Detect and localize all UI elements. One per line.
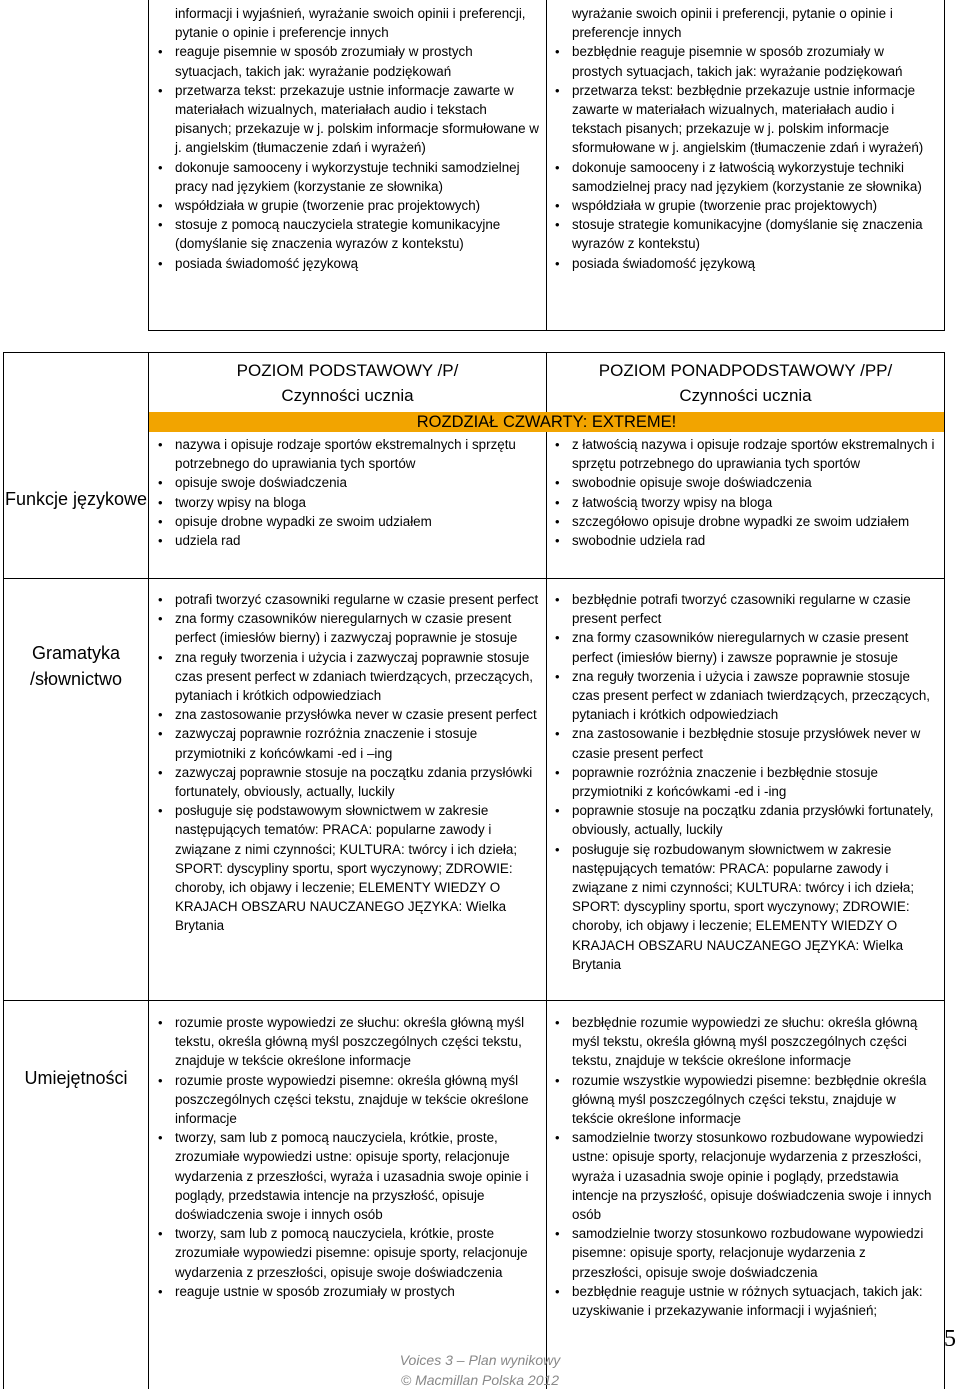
list-item: • opisuje swoje doświadczenia [155,473,541,492]
list-item: • zna zastosowanie i bezbłędnie stosuje przysłówek never w czasie present perfect [552,724,937,762]
list-item: • poprawnie rozróżnia znaczenie i bezbłędnie stosuje przymiotniki z końcówkami -ed i -ing [552,763,937,801]
list-item: • stosuje strategie komunikacyjne (domyślanie się znaczenia wyrazów z kontekstu) [552,215,937,253]
list-item: • stosuje z pomocą nauczyciela strategie komunikacyjne (domyślanie się znaczenia wyrazów z kontekstu) [155,215,541,253]
grammar-basic-list [155,590,541,936]
list-item: • potrafi tworzyć czasowniki regularne w czasie present perfect [155,590,541,609]
list-item: • opisuje drobne wypadki ze swoim udziałem [155,512,541,531]
grammar-advanced-cell [552,590,937,974]
advanced-level-title: POZIOM PONADPODSTAWOWY /PP/ [598,361,893,380]
list-item: • dokonuje samooceny i z łatwością wykorzystuje techniki samodzielnej pracy nad językiem (korzystanie ze słownika) [552,158,937,196]
list-item: • rozumie proste wypowiedzi pisemne: określa główną myśl poszczególnych części tekstu, znajduje w tekście określone informacje [155,1071,541,1129]
row-label-functions: Funkcje językowe [4,489,148,509]
list-item: • posiada świadomość językową [155,254,541,273]
basic-level-subtitle: Czynności ucznia [281,386,414,405]
list-item: • tworzy, sam lub z pomocą nauczyciela, krótkie, proste, zrozumiałe wypowiedzi ustne: opisuje sporty, relacjonuje wydarzenia z przeszłości, wyraża i uzasadnia swoje opinie i poglądy, przedstawia intencje na przyszłość, opisuje doświadczenia swoje i innych osób [155,1128,541,1224]
list-item: • nazywa i opisuje rodzaje sportów ekstremalnych i sprzętu potrzebnego do uprawiania tych sportów [155,435,541,473]
list-item: • zna zastosowanie przysłówka never w czasie present perfect [155,705,541,724]
list-item: • z łatwością tworzy wpisy na bloga [552,493,937,512]
skills-basic-list [155,1013,541,1301]
list-item: • poprawnie stosuje na początku zdania przysłówki fortunately, obviously, actually, luckily [552,801,937,839]
list-item: • bezbłędnie reaguje ustnie w różnych sytuacjach, takich jak: uzyskiwanie i przekazywanie informacji i wyjaśnień; [552,1282,937,1320]
skills-advanced-list [552,1013,937,1320]
top-left-list [155,4,541,273]
grammar-basic-cell [155,590,541,936]
footer [330,1350,630,1390]
list-item: • tworzy wpisy na bloga [155,493,541,512]
row-label-skills: Umiejętności [24,1068,128,1088]
list-item: • reaguje ustnie w sposób zrozumiały w prostych [155,1282,541,1301]
list-item: • dokonuje samooceny i wykorzystuje techniki samodzielnej pracy nad językiem (korzystanie ze słownika) [155,158,541,196]
list-item: • rozumie proste wypowiedzi ze słuchu: określa główną myśl tekstu, określa główną myśl poszczególnych części tekstu, znajduje w tekście określone informacje [155,1013,541,1071]
skills-advanced-cell [552,1013,937,1320]
footer-line-2: © Macmillan Polska 2012 [400,1372,560,1388]
top-right-list [552,4,937,273]
basic-level-title: POZIOM PODSTAWOWY /P/ [236,361,459,380]
functions-advanced-cell [552,435,937,550]
advanced-level-header [547,358,944,408]
functions-basic-list [155,435,541,550]
list-item: • zna reguły tworzenia i użycia i zawsze poprawnie stosuje czas present perfect w zdaniach twierdzących, przeczących, pytaniach i krótkich odpowiedziach [552,667,937,725]
advanced-level-subtitle: Czynności ucznia [679,386,812,405]
list-item: • posługuje się podstawowym słownictwem w zakresie następujących tematów: PRACA: popularne zawody i związane z nimi czynności; KULTURA: twórcy i ich dzieła; SPORT: dyscypliny sportu, sport wyczynowy; ZDROWIE: choroby, ich objawy i leczenie; ELEMENTY WIEDZY O KRAJACH OBSZARU NAUCZANEGO JĘZYKA: Wielka Brytania [155,801,541,935]
list-item: • bezbłędnie reaguje pisemnie w sposób zrozumiały w prostych sytuacjach, takich jak: wyrażanie podziękowań [552,42,937,80]
page-number: 5 [944,1326,956,1352]
list-item: • szczegółowo opisuje drobne wypadki ze swoim udziałem [552,512,937,531]
list-item: • udziela rad [155,531,541,550]
functions-basic-cell [155,435,541,550]
list-item: • z łatwością nazywa i opisuje rodzaje sportów ekstremalnych i sprzętu potrzebnego do uprawiania tych sportów [552,435,937,473]
list-item: • współdziała w grupie (tworzenie prac projektowych) [552,196,937,215]
list-item: • zna formy czasowników nieregularnych w czasie present perfect (imiesłów bierny) i zazwyczaj poprawnie je stosuje [155,609,541,647]
list-item: • rozumie wszystkie wypowiedzi pisemne: bezbłędnie określa główną myśl poszczególnych części tekstu, znajduje w tekście określone informacje [552,1071,937,1129]
footer-line-1: Voices 3 – Plan wynikowy [399,1352,561,1368]
list-item: • posługuje się rozbudowanym słownictwem w zakresie następujących tematów: PRACA: popularne zawody i związane z nimi czynności; KULTURA: twórcy i ich dzieła; SPORT: dyscypliny sportu, sport wyczynowy; ZDROWIE: choroby, ich objawy i leczenie; ELEMENTY WIEDZY O KRAJACH OBSZARU NAUCZANEGO JĘZYKA: Wielka Brytania [552,840,937,974]
list-item: • tworzy, sam lub z pomocą nauczyciela, krótkie, proste zrozumiałe wypowiedzi pisemne: opisuje sporty, relacjonuje wydarzenia z przeszłości, opisuje swoje doświadczenia [155,1224,541,1282]
skills-basic-cell [155,1013,541,1301]
list-item: informacji i wyjaśnień, wyrażanie swoich opinii i preferencji, pytanie o opinie i preferencje innych [175,6,526,41]
functions-advanced-list [552,435,937,550]
top-left-cell [155,4,541,273]
top-right-cell [552,4,937,273]
list-item: • samodzielnie tworzy stosunkowo rozbudowane wypowiedzi pisemne: opisuje sporty, relacjonuje wydarzenia z przeszłości, opisuje swoje doświadczenia [552,1224,937,1282]
list-item: • swobodnie udziela rad [552,531,937,550]
list-item: • zna formy czasowników nieregularnych w czasie present perfect (imiesłów bierny) i zawsze poprawnie je stosuje [552,628,937,666]
chapter-banner: ROZDZIAŁ CZWARTY: EXTREME! [149,412,944,432]
grammar-advanced-list [552,590,937,974]
list-item: • zna reguły tworzenia i użycia i zazwyczaj poprawnie stosuje czas present perfect w zdaniach twierdzących, przeczących, pytaniach i krótkich odpowiedziach [155,648,541,706]
list-item: • bezbłędnie potrafi tworzyć czasowniki regularne w czasie present perfect [552,590,937,628]
list-item: • posiada świadomość językową [552,254,937,273]
list-item: • przetwarza tekst: bezbłędnie przekazuje ustnie informacje zawarte w materiałach wizualnych, materiałach audio i tekstach pisanych; przekazuje w j. polskim informacje sformułowane w j. angielskim (tłumaczenie zdań i wyrażeń) [552,81,937,158]
list-item: • przetwarza tekst: przekazuje ustnie informacje zawarte w materiałach wizualnych, materiałach audio i tekstach pisanych; przekazuje w j. polskim informacje sformułowane w j. angielskim (tłumaczenie zdań i wyrażeń) [155,81,541,158]
list-item: • reaguje pisemnie w sposób zrozumiały w prostych sytuacjach, takich jak: wyrażanie podziękowań [155,42,541,80]
list-item: • współdziała w grupie (tworzenie prac projektowych) [155,196,541,215]
list-item: wyrażanie swoich opinii i preferencji, pytanie o opinie i preferencje innych [572,6,893,41]
list-item: • zazwyczaj poprawnie stosuje na początku zdania przysłówki fortunately, obviously, actually, luckily [155,763,541,801]
row-label-grammar: Gramatyka /słownictwo [29,643,123,689]
basic-level-header [149,358,546,408]
list-item: • zazwyczaj poprawnie rozróżnia znaczenie i stosuje przymiotniki z końcówkami -ed i –ing [155,724,541,762]
list-item: • samodzielnie tworzy stosunkowo rozbudowane wypowiedzi ustne: opisuje sporty, relacjonuje wydarzenia z przeszłości, wyraża i uzasadnia swoje opinie i poglądy, przedstawia intencje na przyszłość, opisuje doświadczenia swoje i innych osób [552,1128,937,1224]
list-item: • bezbłędnie rozumie wypowiedzi ze słuchu: określa główną myśl tekstu, określa główną myśl poszczególnych części tekstu, znajduje w tekście określone informacje [552,1013,937,1071]
list-item: • swobodnie opisuje swoje doświadczenia [552,473,937,492]
